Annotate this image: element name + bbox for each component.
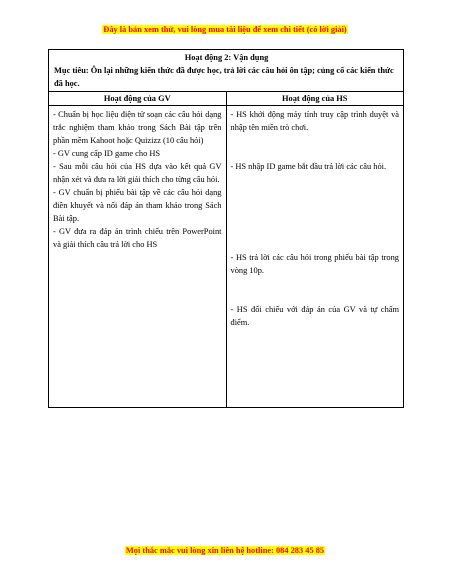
gv-line: - GV chuẩn bị phiếu bài tập về các câu hỏi dạng điền khuyết và nối đáp án tham khảo trong Sách Bài tập. <box>53 188 222 223</box>
hs-line: - HS trả lời các câu hỏi trong phiếu bài tập trong vòng 10p. <box>230 253 399 275</box>
gv-activities-cell <box>49 106 227 408</box>
column-header-gv: Hoạt động của GV <box>49 92 227 106</box>
activity-title: Hoạt động 2: Vận dụng <box>184 53 269 62</box>
hotline-banner <box>0 545 450 556</box>
activity-table <box>48 49 404 408</box>
hs-line: - HS khởi động máy tính truy cập trình duyệt và nhập tên miền trò chơi. <box>230 110 399 132</box>
activity-objective: Mục tiêu: Ôn lại những kiến thức đã được học, trả lời các câu hỏi ôn tập; củng cố các kiến thức đã học. <box>54 66 394 88</box>
gv-line: - Sau mỗi câu hỏi của HS dựa vào kết quả GV nhận xét và đưa ra lời giải thích cho từng câu hỏi. <box>53 162 222 184</box>
column-header-hs: Hoạt động của HS <box>226 92 404 106</box>
preview-banner-text: Đây là bản xem thử, vui lòng mua tài liệu để xem chi tiết (có lời giải) <box>103 25 347 34</box>
hs-line: - HS nhập ID game bắt đầu trả lời các câu hỏi. <box>230 162 387 171</box>
gv-line: - GV đưa ra đáp án trình chiếu trên PowerPoint và giải thích câu trả lời cho HS <box>53 227 222 249</box>
preview-banner <box>0 24 450 35</box>
gv-line: - Chuẩn bị học liệu điện tử soạn các câu hỏi dạng trắc nghiệm tham khảo trong Sách Bài tập trên phần mềm Kahoot hoặc Quizizz (10 câu hỏi) <box>53 110 222 145</box>
gv-line: - GV cung cấp ID game cho HS <box>53 149 161 158</box>
hotline-banner-text: Mọi thắc mắc vui lòng xin liên hệ hotline: 084 283 45 85 <box>125 546 325 555</box>
activity-header-cell <box>49 50 404 92</box>
hs-line: - HS đối chiếu với đáp án của GV và tự chấm điểm. <box>230 305 399 327</box>
hs-activities-cell <box>226 106 404 408</box>
